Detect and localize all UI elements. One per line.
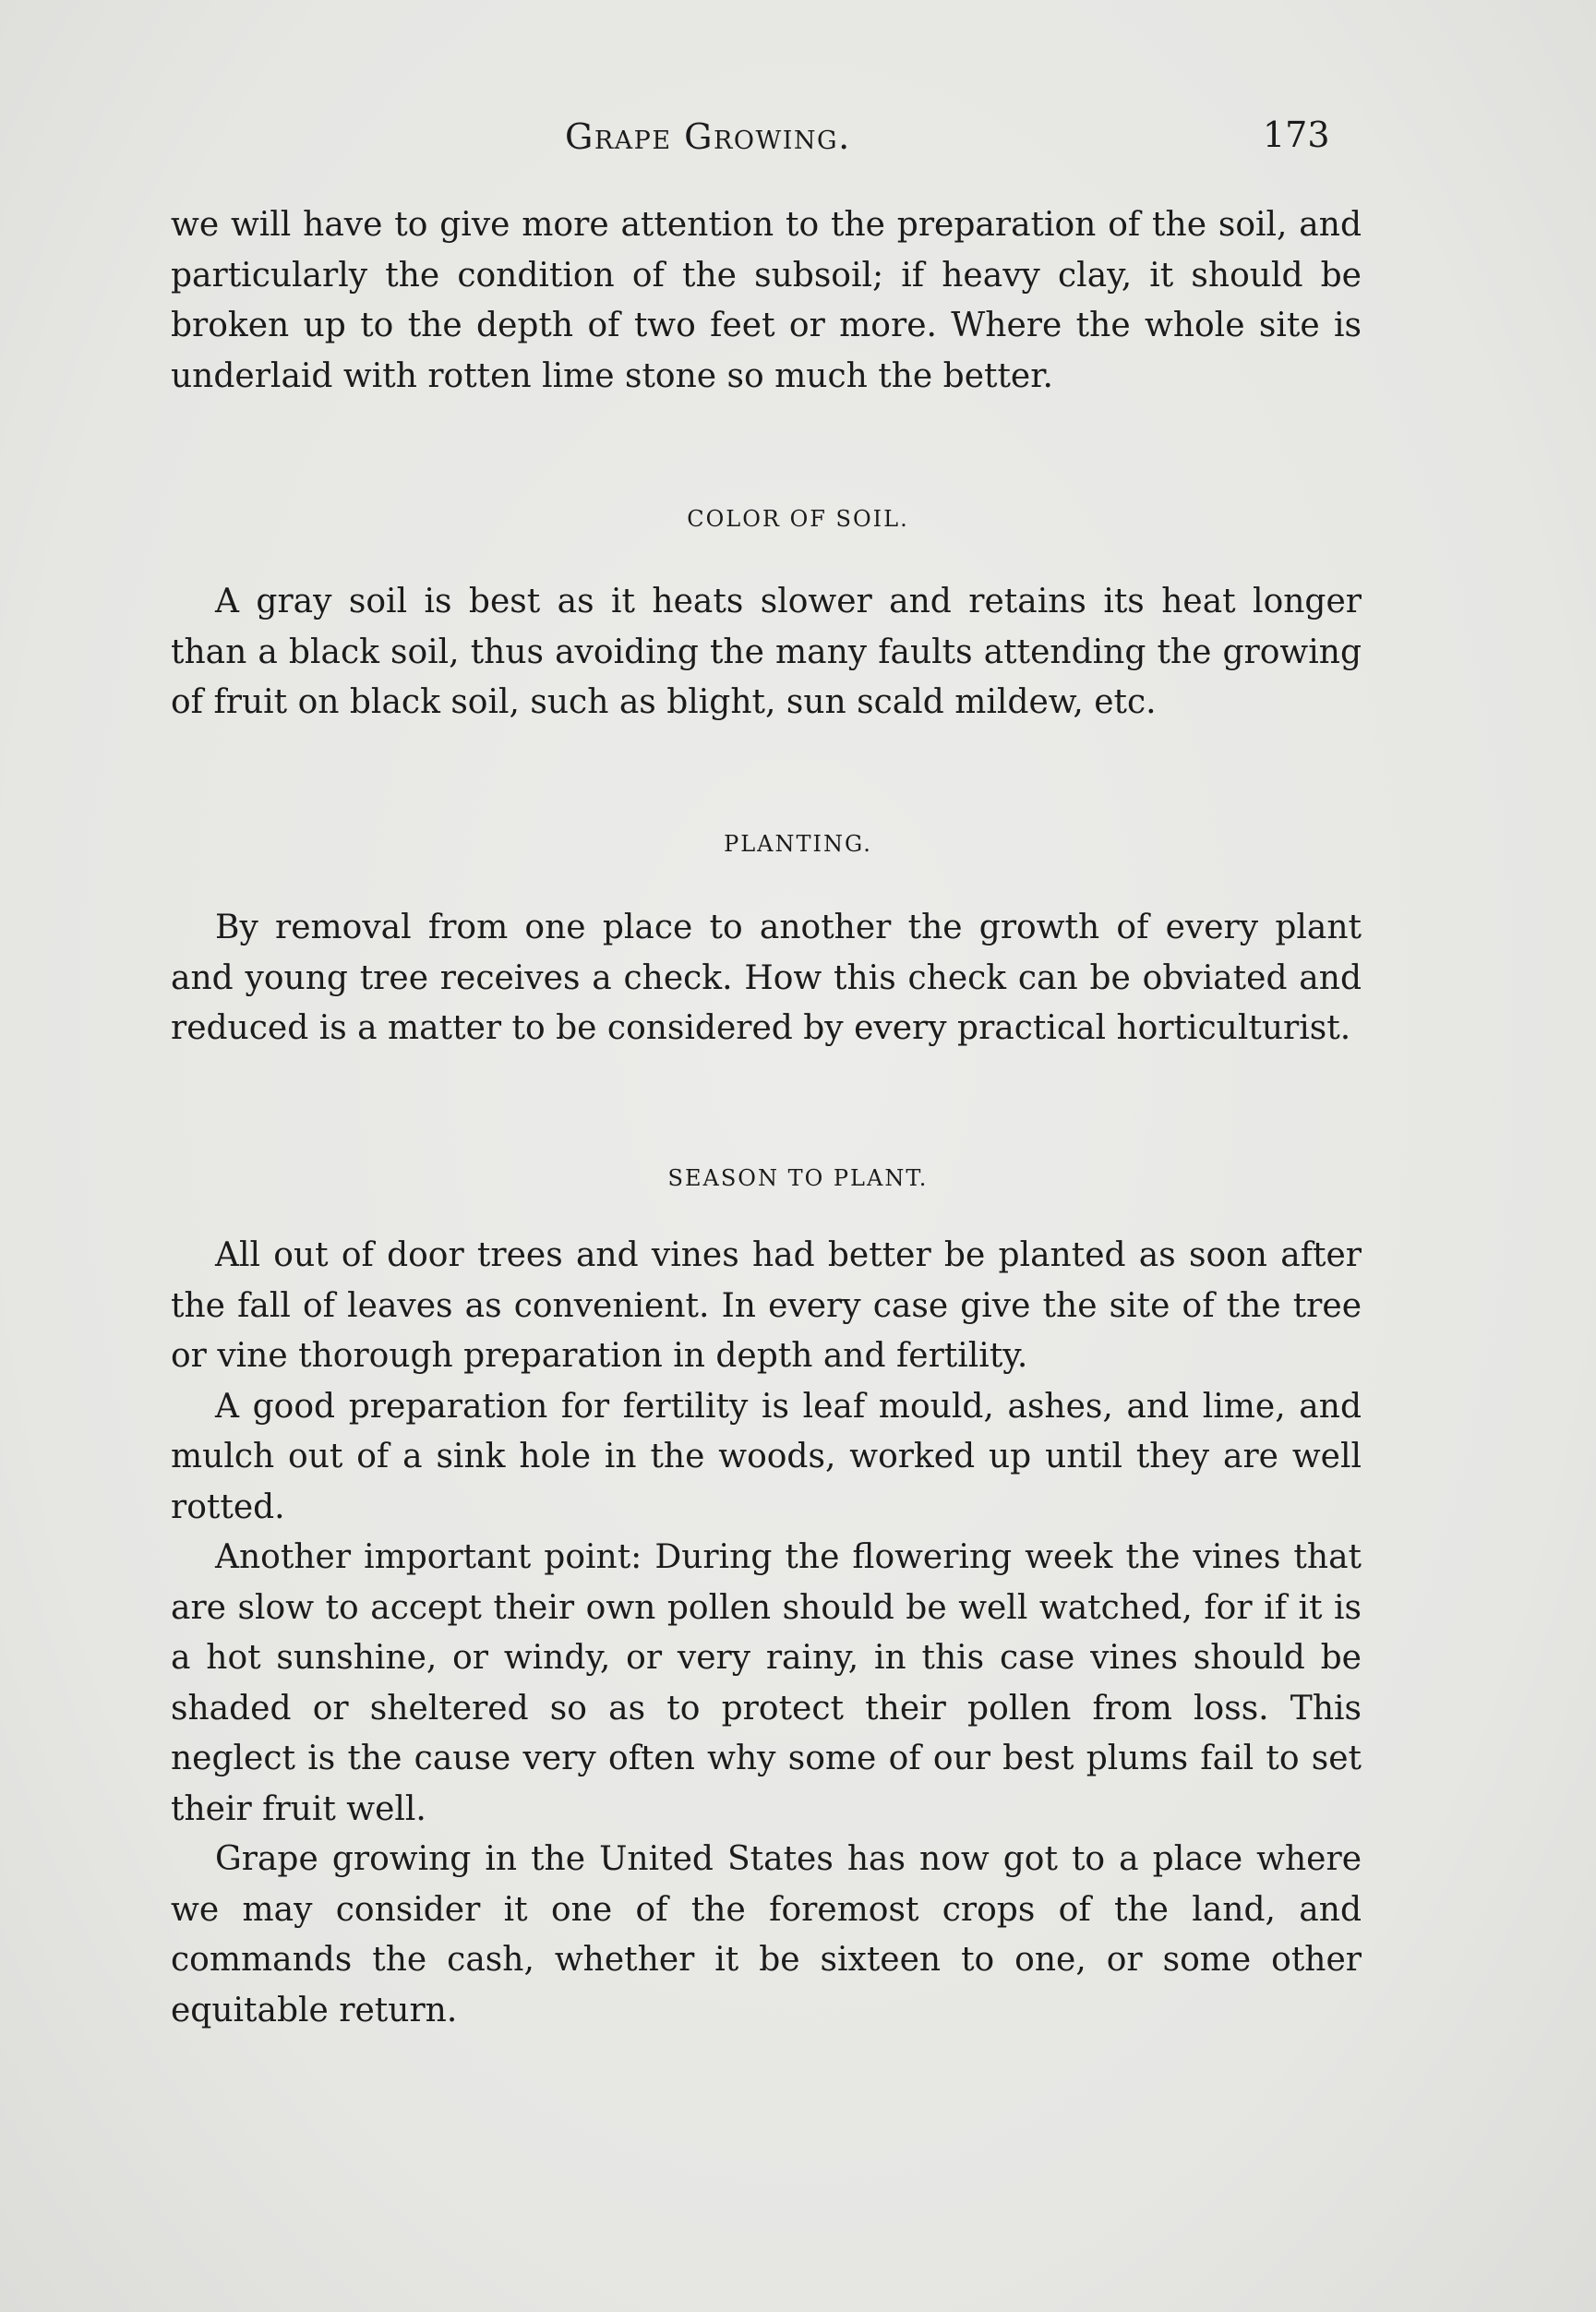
paragraph: A good preparation for fertility is leaf mould, ashes, and lime, and mulch out of a sink hole in the woods, worked up until they are well rotted. [171, 1387, 1362, 1526]
heading-season-to-plant: SEASON TO PLANT. [667, 1165, 929, 1191]
running-head [0, 111, 1596, 166]
intro-text [171, 200, 1362, 402]
running-title: Grape Growing. [565, 116, 851, 157]
heading-planting: PLANTING. [724, 831, 872, 857]
paragraph: Another important point: During the flowering week the vines that are slow to accept their own pollen should be well watched, for if it is a hot sunshine, or windy, or very rainy, in this case vines should be shaded or sheltered so as to protect their pollen from loss. This neglect is the cause very often why some of our best plums fail to set their fruit well. [171, 1538, 1362, 1828]
paragraph: All out of door trees and vines had better be planted as soon after the fall of leaves as convenient. In every case give the site of the tree or vine thorough preparation in depth and fertility. [171, 1236, 1362, 1375]
paragraph: A gray soil is best as it heats slower and retains its heat longer than a black soil, thus avoiding the many faults attending the growing of fruit on black soil, such as blight, sun scald mildew, etc. [171, 583, 1362, 721]
color-of-soil-text [171, 577, 1362, 729]
planting-text [171, 903, 1362, 1054]
paragraph: we will have to give more attention to the preparation of the soil, and particularly the condition of the subsoil; if heavy clay, it should be broken up to the depth of two feet or more. Where the whole site is underlaid with rotten lime stone so much the better. [171, 206, 1362, 395]
paragraph: By removal from one place to another the growth of every plant and young tree receives a check. How this check can be obviated and reduced is a matter to be considered by every practical horticulturist. [171, 909, 1362, 1047]
heading-color-of-soil: COLOR OF SOIL. [687, 506, 909, 532]
paragraph: Grape growing in the United States has now got to a place where we may consider it one of the foremost crops of the land, and commands the cash, whether it be sixteen to one, or some other equitable return. [171, 1840, 1362, 2029]
season-to-plant-text [171, 1231, 1362, 2036]
page-number: 173 [1263, 114, 1330, 155]
